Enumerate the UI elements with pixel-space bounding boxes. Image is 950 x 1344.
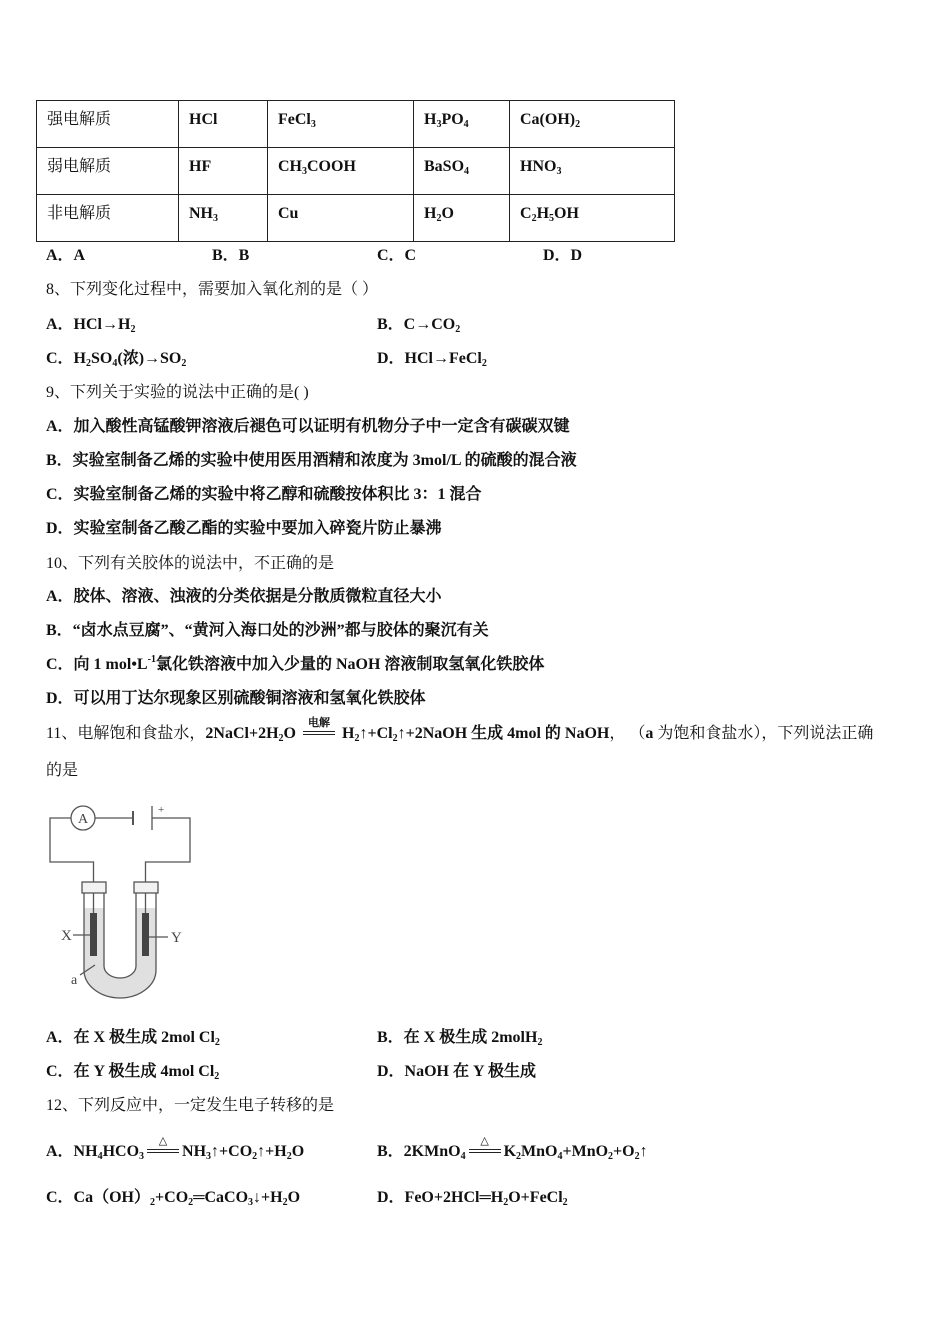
subscript: 4 xyxy=(97,1151,103,1162)
electrode-x xyxy=(90,913,97,956)
battery-plus-label: + xyxy=(158,804,165,816)
u-tube-inner-wall xyxy=(104,893,136,978)
table-cell: HCl xyxy=(179,101,268,148)
q7-option-b: B．B xyxy=(212,247,250,264)
left-stopper xyxy=(82,882,106,893)
table-cell: HF xyxy=(179,148,268,195)
subscript: 2 xyxy=(516,1151,522,1162)
subscript: 2 xyxy=(86,358,92,369)
table-cell: $Ca(OH)_2$ xyxy=(510,101,675,148)
q7-option-a: A．A xyxy=(46,247,86,264)
subscript: 2 xyxy=(181,358,187,369)
subscript: 3 xyxy=(248,1197,254,1208)
q11-stem-line-1: 11、电解饱和食盐水，$2NaCl+2H_2O$ 电解 $H_2↑+Cl_2↑+2NaOH$ 生成 4mol 的 NaOH， （a 为饱和食盐水），下列说法正确 xyxy=(46,717,874,744)
electrode-y xyxy=(142,913,149,956)
subscript: 2 xyxy=(503,1197,509,1208)
subscript: 4 xyxy=(463,119,469,130)
circuit-wire-left xyxy=(50,818,94,913)
q8-stem: 8、下列变化过程中，需要加入氧化剂的是（ ） xyxy=(46,281,379,298)
q10-option-a: A．胶体、溶液、浊液的分类依据是分散质微粒直径大小 xyxy=(46,588,442,605)
subscript: 2 xyxy=(278,733,284,744)
table-row-label: 非电解质 xyxy=(37,195,179,242)
table-row xyxy=(37,101,675,148)
subscript: 3 xyxy=(556,166,562,177)
table-row-label: 强电解质 xyxy=(37,101,179,148)
table-cell: $NH_3$ xyxy=(179,195,268,242)
q8-option-b: B．$C\to CO_2$ xyxy=(377,316,461,335)
subscript: 2 xyxy=(562,1197,568,1208)
q10-stem: 10、下列有关胶体的说法中，不正确的是 xyxy=(46,555,335,572)
superscript: -1 xyxy=(147,654,156,665)
subscript: 2 xyxy=(354,733,360,744)
subscript: 5 xyxy=(549,213,555,224)
q12-option-a: A．$NH_4HCO_3$ △ $NH_3↑+CO_2↑+H_2O$ xyxy=(46,1135,305,1162)
q12-stem: 12、下列反应中，一定发生电子转移的是 xyxy=(46,1097,335,1114)
q10-option-c: C．向 1 $mol•L^{-1}$氯化铁溶液中加入少量的 NaOH 溶液制取氢氧化铁胶体 xyxy=(46,654,545,673)
subscript: 3 xyxy=(436,119,442,130)
reaction-arrow xyxy=(303,717,335,737)
q9-option-b: B．实验室制备乙烯的实验中使用医用酒精和浓度为 3mol/L 的硫酸的混合液 xyxy=(46,452,577,469)
subscript: 2 xyxy=(252,1151,258,1162)
electrolysis-apparatus-diagram xyxy=(44,798,200,1006)
q12-option-b: B．2KMnO$_4$ △ $K_2MnO_4+MnO_2+O_2↑$ xyxy=(377,1135,648,1162)
electrode-y-label: Y xyxy=(171,930,182,946)
table-cell: $HNO_3$ xyxy=(510,148,675,195)
subscript: 2 xyxy=(531,213,537,224)
q11-option-c: C．在 Y 极生成 4mol $Cl_2$ xyxy=(46,1063,220,1082)
table-row-label: 弱电解质 xyxy=(37,148,179,195)
q11-option-d: D．NaOH 在 Y 极生成 xyxy=(377,1063,536,1080)
subscript: 2 xyxy=(608,1151,614,1162)
subscript: 2 xyxy=(282,1197,288,1208)
subscript: 2 xyxy=(214,1037,220,1048)
reaction-condition: 电解 xyxy=(308,717,330,730)
subscript: 4 xyxy=(460,1151,466,1162)
q8-option-d: D．HCl→FeCl$_2$ xyxy=(377,350,487,369)
q11-option-b: B．在 X 极生成 2molH$_2$ xyxy=(377,1029,543,1048)
formula: $H_2↑+Cl_2↑+2NaOH$ 生成 4mol 的 NaOH xyxy=(338,725,610,744)
q11-option-a: A．在 X 极生成 2mol $Cl_2$ xyxy=(46,1029,220,1048)
subscript: 2 xyxy=(481,358,487,369)
right-stopper xyxy=(134,882,158,893)
q12-option-c: C．$Ca(OH)_2+CO_2═CaCO_3↓+H_2O$ xyxy=(46,1189,301,1208)
subscript: 2 xyxy=(392,733,398,744)
subscript: 3 xyxy=(139,1151,145,1162)
reaction-condition: △ xyxy=(158,1135,168,1148)
electrolyte-table xyxy=(36,100,675,242)
subscript: 2 xyxy=(214,1071,220,1082)
formula: $2NaCl+2H_2O$ xyxy=(205,725,300,744)
q9-option-d: D．实验室制备乙酸乙酯的实验中要加入碎瓷片防止暴沸 xyxy=(46,520,442,537)
reaction-condition: △ xyxy=(480,1135,489,1148)
subscript: 2 xyxy=(634,1151,640,1162)
table-cell: Cu xyxy=(268,195,414,242)
q11-stem-line-2: 的是 xyxy=(46,762,79,779)
q8-option-a: A．$HCl\to H_2$ xyxy=(46,316,136,335)
subscript: 2 xyxy=(436,213,442,224)
double-line xyxy=(147,1149,179,1153)
subscript: 2 xyxy=(455,324,461,335)
subscript: 3 xyxy=(302,166,307,177)
q9-stem: 9、下列关于实验的说法中正确的是( ) xyxy=(46,384,309,401)
subscript: 2 xyxy=(575,119,581,130)
subscript: 4 xyxy=(557,1151,563,1162)
ammeter-label: A xyxy=(77,812,89,827)
circuit-wire-right xyxy=(146,818,191,913)
reaction-arrow xyxy=(147,1135,179,1155)
subscript: 2 xyxy=(130,324,136,335)
double-line xyxy=(469,1149,501,1153)
q10-option-b: B．“卤水点豆腐”、“黄河入海口处的沙洲”都与胶体的聚沉有关 xyxy=(46,622,489,639)
q12-option-d: D．$FeO+2HCl═H_2O+FeCl_2$ xyxy=(377,1189,568,1208)
table-row xyxy=(37,148,675,195)
subscript: 4 xyxy=(112,358,118,369)
table-cell: $H_3PO_4$ xyxy=(414,101,510,148)
subscript: 2 xyxy=(537,1037,543,1048)
subscript: 2 xyxy=(286,1151,292,1162)
table-cell: BaSO$_4$ xyxy=(414,148,510,195)
table-row xyxy=(37,195,675,242)
table-cell: $C_2H_5OH$ xyxy=(510,195,675,242)
q8-option-c: C．$H_2SO_4$(浓)$\to SO_2$ xyxy=(46,350,187,369)
q10-option-d: D．可以用丁达尔现象区别硫酸铜溶液和氢氧化铁胶体 xyxy=(46,690,426,707)
table-cell: $CH_3COOH$ xyxy=(268,148,414,195)
q7-option-d: D．D xyxy=(543,247,583,264)
q9-option-c: C．实验室制备乙烯的实验中将乙醇和硫酸按体积比 3：1 混合 xyxy=(46,486,482,503)
subscript: 4 xyxy=(464,166,470,177)
table-cell: FeCl$_3$ xyxy=(268,101,414,148)
table-cell: $H_2O$ xyxy=(414,195,510,242)
double-line xyxy=(303,731,335,735)
subscript: 3 xyxy=(213,213,218,224)
q7-option-c: C．C xyxy=(377,247,417,264)
subscript: 3 xyxy=(310,119,316,130)
formula: a xyxy=(645,725,654,742)
solution-label: a xyxy=(71,973,78,988)
q9-option-a: A．加入酸性高锰酸钾溶液后褪色可以证明有机物分子中一定含有碳碳双键 xyxy=(46,418,570,435)
electrode-x-label: X xyxy=(61,928,72,944)
subscript: 2 xyxy=(188,1197,194,1208)
subscript: 3 xyxy=(206,1151,212,1162)
subscript: 2 xyxy=(150,1197,156,1208)
reaction-arrow xyxy=(469,1135,501,1155)
